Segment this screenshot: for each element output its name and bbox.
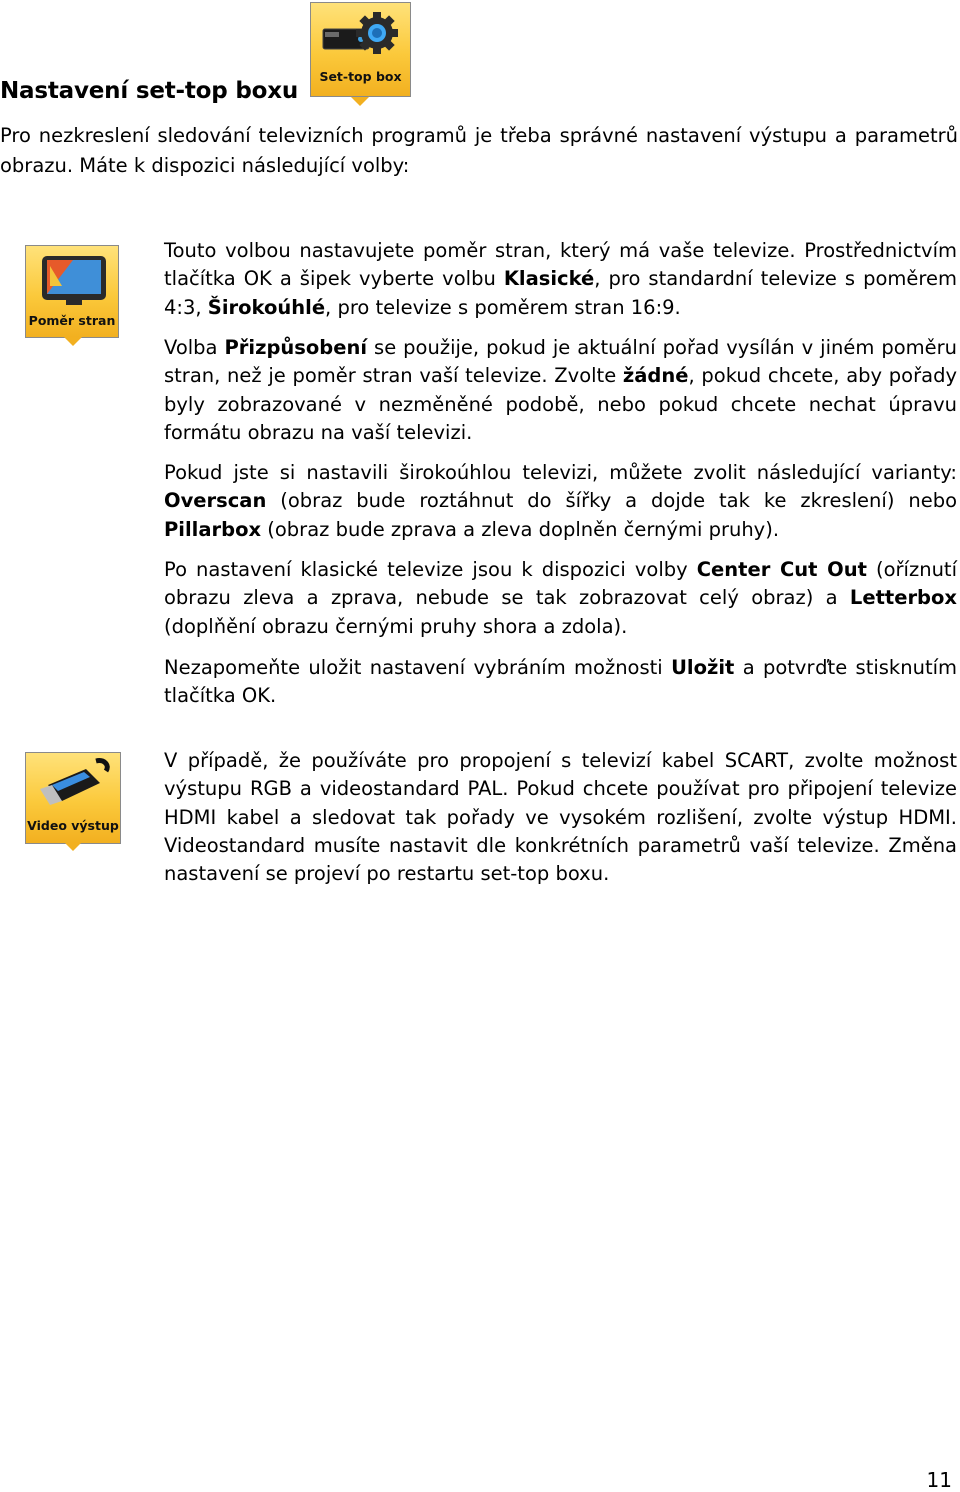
- intro-paragraph: Pro nezkreslení sledování televizních programů je třeba správné nastavení výstupu a parametrů obrazu. Máte k dispozici následující volby:: [0, 124, 958, 177]
- tile-pointer: [351, 97, 369, 106]
- aspect-paragraph-3: Pokud jste si nastavili širokoúhlou televizi, můžete zvolit následující varianty: Overscan (obraz bude roztáhnut do šířky a dojde tak ke zkreslení) nebo Pillarbox (obraz bude zprava a zleva doplněn černými pruhy).: [164, 461, 957, 541]
- settop-box-tile-label: Set-top box: [319, 69, 402, 84]
- aspect-ratio-tile-label: Poměr stran: [28, 313, 116, 328]
- video-output-tile: [25, 752, 121, 844]
- page-number: 11: [926, 1468, 952, 1492]
- aspect-paragraph-5: Nezapomeňte uložit nastavení vybráním možnosti Uložit a potvrďte stisknutím tlačítka OK.: [164, 656, 957, 708]
- tile-pointer: [64, 842, 82, 851]
- settop-box-tile: [310, 2, 411, 97]
- aspect-paragraph-1: Touto volbou nastavujete poměr stran, který má vaše televize. Prostřednictvím tlačítka OK a šipek vyberte volbu Klasické, pro standardní televize s poměrem 4:3, Širokoúhlé, pro televize s poměrem stran 16:9.: [164, 239, 957, 319]
- hdmi-cable-icon: [26, 755, 122, 815]
- video-output-tile-label: Video výstup: [27, 818, 119, 833]
- tv-screen-icon: [26, 250, 120, 310]
- tile-pointer: [64, 337, 82, 346]
- page-title: Nastavení set-top boxu: [0, 78, 299, 104]
- aspect-paragraph-2: Volba Přizpůsobení se použije, pokud je aktuální pořad vysílán v jiném poměru stran, než je poměr stran vaší televize. Zvolte žádné, pokud chcete, aby pořady byly zobrazované v nezměněné podobě, nebo pokud chcete nechat úpravu formátu obrazu na vaší televizi.: [164, 336, 958, 444]
- settop-box-gear-icon: [311, 5, 412, 67]
- aspect-ratio-tile: [25, 245, 119, 338]
- aspect-paragraph-4: Po nastavení klasické televize jsou k dispozici volby Center Cut Out (oříznutí obrazu zleva a zprava, nebude se tak zobrazovat celý obraz) a Letterbox (doplňění obrazu černými pruhy shora a zdola).: [164, 558, 957, 638]
- video-paragraph: V případě, že používáte pro propojení s televizí kabel SCART, zvolte možnost výstupu RGB a videostandard PAL. Pokud chcete používat pro připojení televize HDMI kabel a sledovat tak pořady ve vysokém rozlišení, zvolte výstup HDMI. Videostandard musíte nastavit dle konkrétních parametrů vaší televize. Změna nastavení se projeví po restartu set-top boxu.: [164, 749, 957, 886]
